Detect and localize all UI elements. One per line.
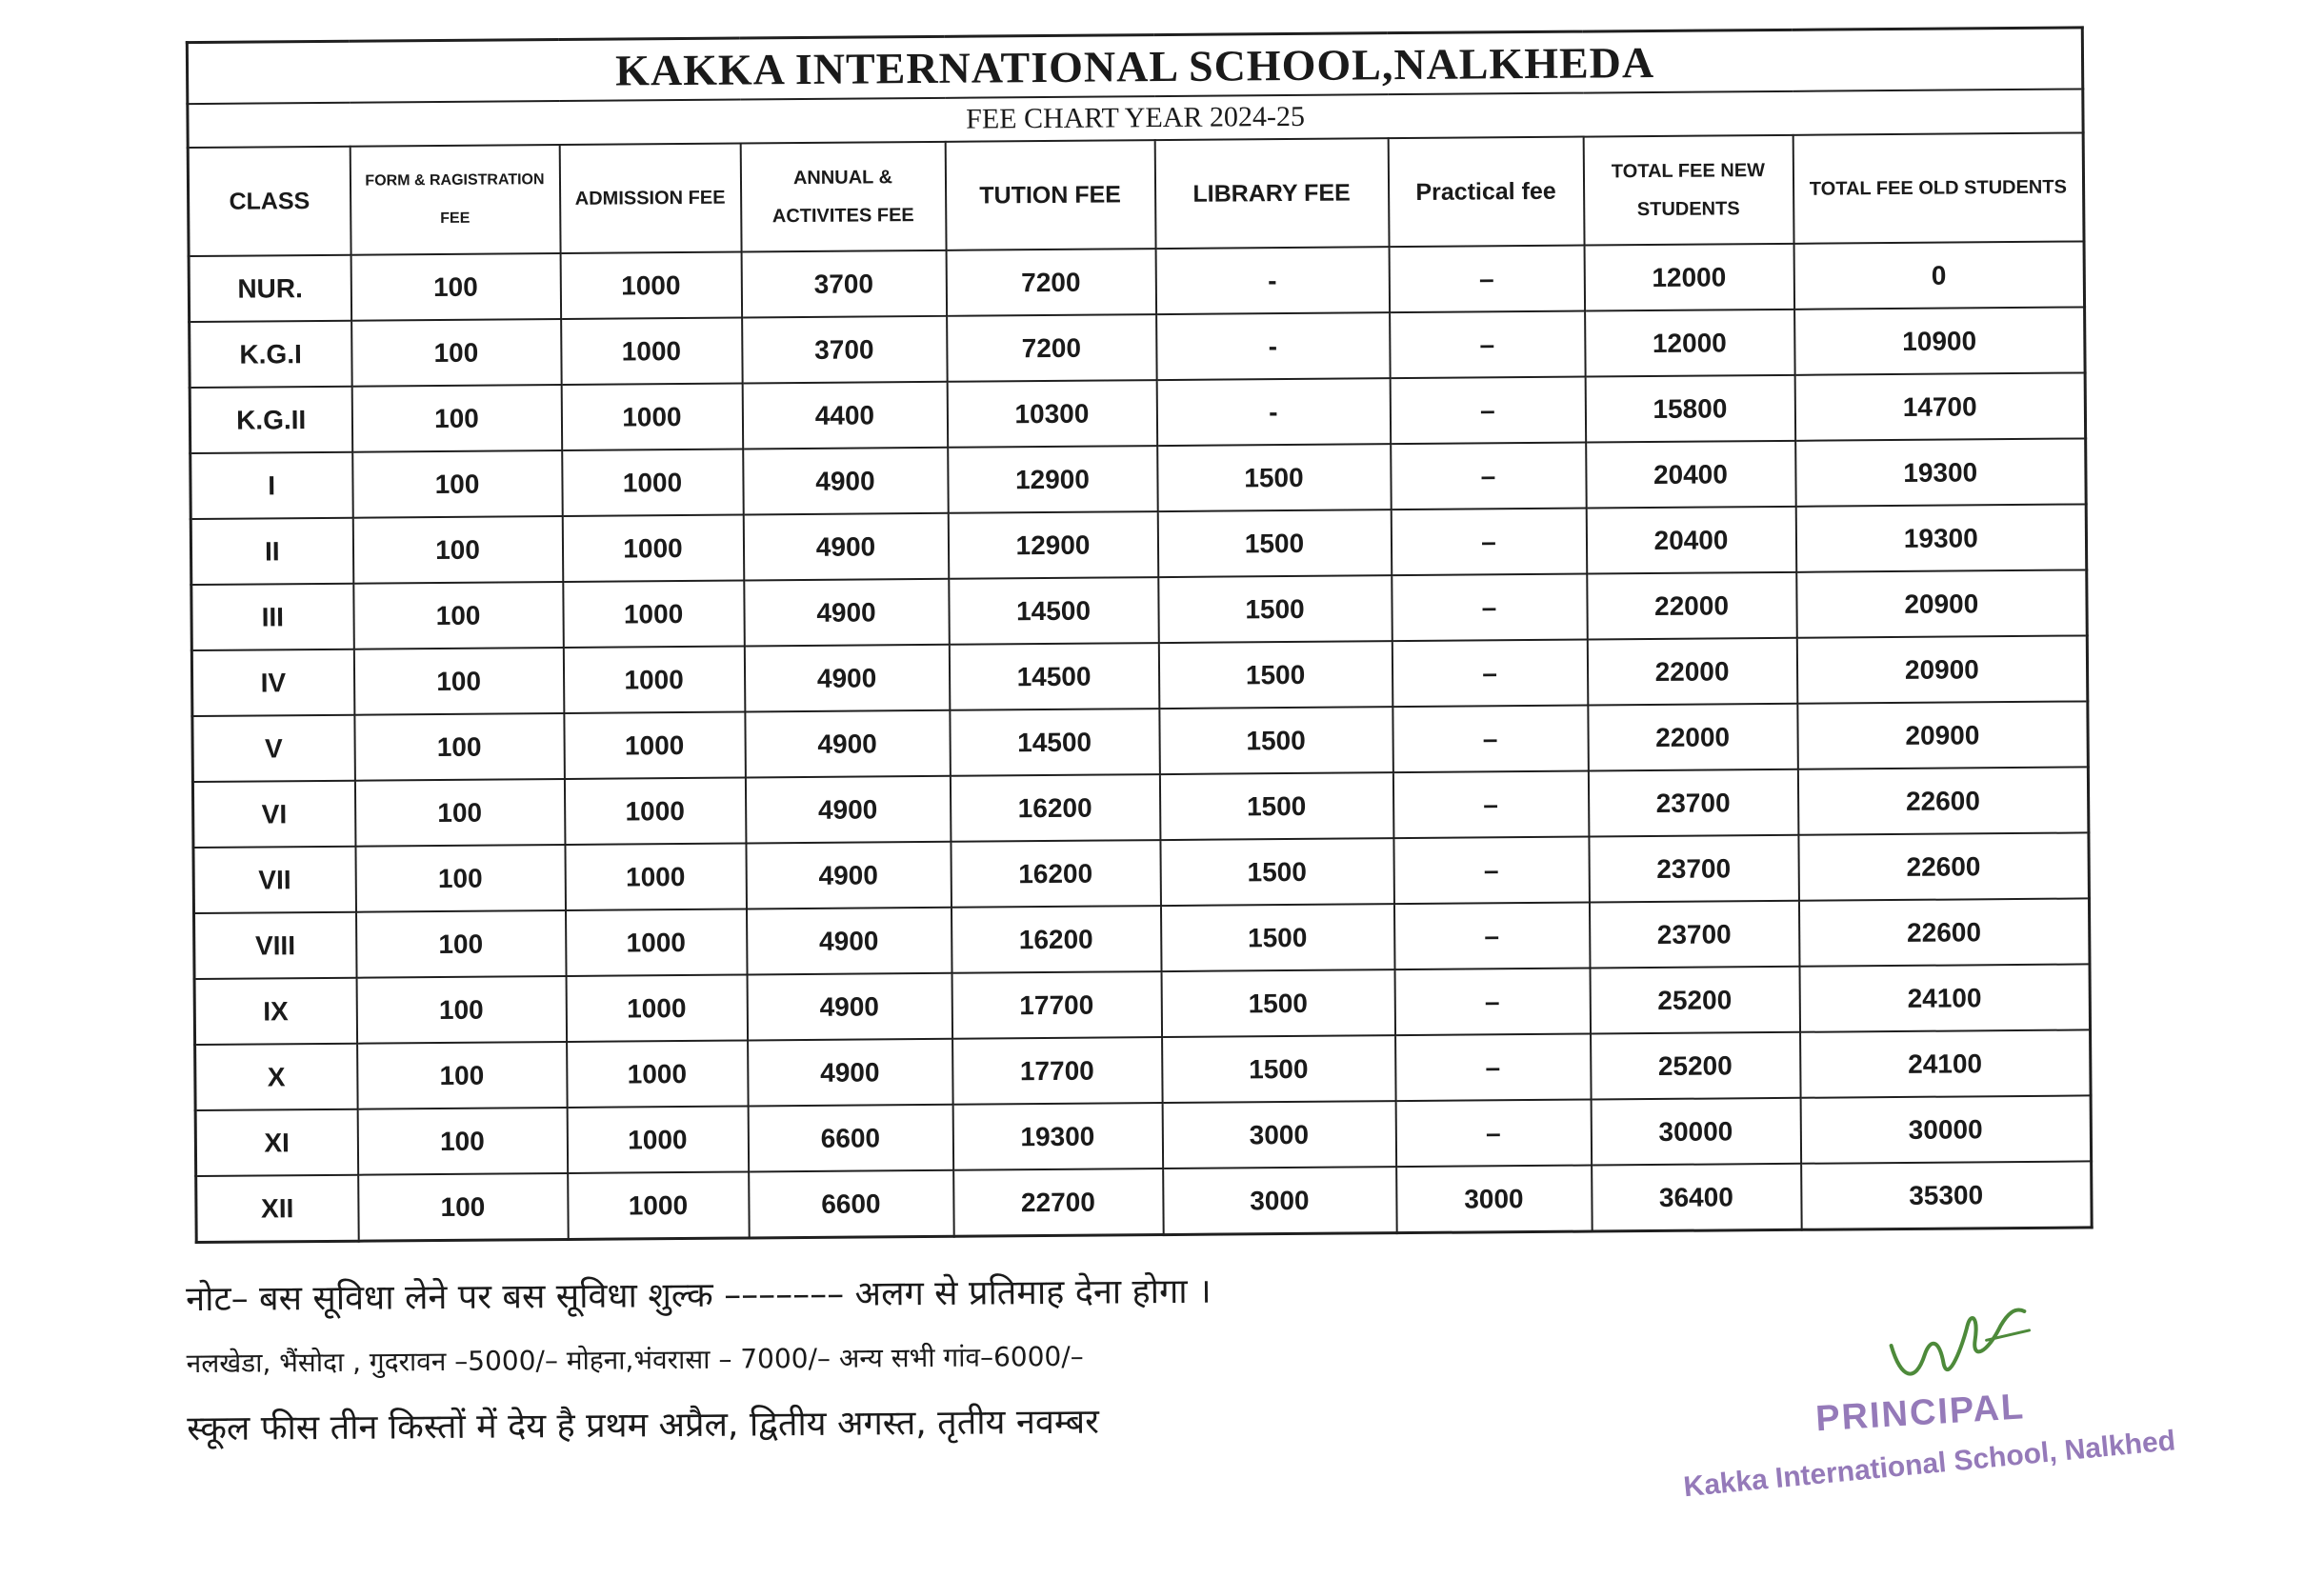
cell-admission-fee: 1000 — [567, 1040, 749, 1107]
cell-annual-fee: 4900 — [744, 579, 950, 647]
signature-scribble — [1872, 1288, 2044, 1403]
header-tuition-fee: TUTION FEE — [945, 140, 1155, 250]
cell-library-fee: 1500 — [1160, 904, 1394, 971]
header-practical-fee: Practical fee — [1388, 137, 1584, 248]
cell-tuition-fee: 19300 — [952, 1103, 1163, 1170]
principal-signature-stamp — [1681, 1286, 2216, 1518]
table-row — [196, 1161, 2093, 1242]
cell-library-fee: 1500 — [1158, 575, 1392, 643]
cell-admission-fee: 1000 — [564, 777, 746, 844]
cell-total-old: 22600 — [1798, 832, 2090, 900]
cell-total-new: 23700 — [1589, 901, 1799, 969]
cell-tuition-fee: 17700 — [952, 971, 1162, 1039]
cell-registration-fee: 100 — [356, 976, 567, 1044]
cell-library-fee: 3000 — [1163, 1167, 1397, 1234]
bus-fee-rates-note: नलखेडा, भैंसोदा , गुदरावन –5000/– मोहना,भंवरासा – 7000/– अन्य सभी गांव–6000/– — [186, 1340, 1084, 1380]
cell-library-fee: 3000 — [1162, 1101, 1396, 1169]
cell-admission-fee: 1000 — [564, 712, 746, 779]
cell-annual-fee: 4900 — [743, 513, 949, 581]
cell-total-old: 22600 — [1798, 898, 2090, 966]
cell-admission-fee: 1000 — [565, 843, 747, 909]
cell-registration-fee: 100 — [354, 779, 565, 847]
fee-chart-table — [186, 26, 2094, 1244]
cell-total-new: 20400 — [1586, 441, 1796, 509]
cell-total-old: 19300 — [1795, 438, 2087, 506]
cell-library-fee: 1500 — [1157, 444, 1392, 511]
fee-chart-year: FEE CHART YEAR 2024-25 — [188, 89, 2083, 148]
cell-tuition-fee: 14500 — [950, 709, 1160, 776]
cell-total-new: 22000 — [1588, 704, 1798, 771]
cell-tuition-fee: 14500 — [949, 577, 1159, 645]
cell-total-new: 15800 — [1585, 375, 1795, 443]
cell-annual-fee: 4900 — [747, 973, 952, 1041]
cell-admission-fee: 1000 — [563, 581, 745, 648]
cell-library-fee: 1500 — [1157, 509, 1392, 577]
cell-class: IX — [194, 978, 357, 1045]
cell-total-old: 20900 — [1797, 701, 2089, 769]
cell-registration-fee: 100 — [351, 385, 562, 452]
cell-library-fee: 1500 — [1159, 772, 1393, 840]
cell-tuition-fee: 22700 — [953, 1169, 1164, 1236]
cell-admission-fee: 1000 — [561, 384, 743, 450]
cell-admission-fee: 1000 — [562, 515, 744, 582]
header-class: CLASS — [188, 147, 351, 256]
cell-library-fee: 1500 — [1161, 969, 1395, 1037]
cell-registration-fee: 100 — [354, 713, 565, 781]
cell-total-old: 30000 — [1800, 1095, 2092, 1163]
cell-practical-fee: – — [1391, 509, 1587, 576]
cell-class: K.G.II — [190, 387, 352, 453]
cell-practical-fee: – — [1393, 903, 1590, 970]
cell-class: II — [190, 518, 353, 585]
cell-class: X — [195, 1044, 358, 1110]
cell-practical-fee: – — [1390, 311, 1586, 379]
cell-library-fee: 1500 — [1160, 838, 1394, 906]
cell-practical-fee: 3000 — [1396, 1166, 1593, 1233]
cell-total-old: 10900 — [1794, 307, 2086, 374]
cell-library-fee: 1500 — [1158, 641, 1392, 709]
cell-total-new: 12000 — [1584, 244, 1794, 311]
cell-total-old: 14700 — [1794, 372, 2086, 440]
cell-admission-fee: 1000 — [566, 974, 748, 1041]
cell-tuition-fee: 12900 — [948, 446, 1158, 513]
cell-class: XI — [195, 1109, 358, 1176]
cell-registration-fee: 100 — [356, 910, 567, 978]
cell-tuition-fee: 12900 — [948, 511, 1158, 579]
cell-annual-fee: 6600 — [749, 1170, 954, 1238]
cell-admission-fee: 1000 — [565, 909, 747, 975]
notes-section — [186, 1257, 1614, 1449]
cell-total-new: 22000 — [1587, 572, 1797, 640]
cell-library-fee: - — [1156, 312, 1391, 380]
cell-library-fee: 1500 — [1159, 707, 1393, 774]
cell-class: V — [192, 715, 355, 782]
school-title: KAKKA INTERNATIONAL SCHOOL,NALKHEDA — [187, 28, 2083, 104]
cell-tuition-fee: 16200 — [951, 906, 1161, 973]
cell-total-old: 24100 — [1799, 964, 2091, 1031]
cell-registration-fee: 100 — [353, 582, 564, 649]
cell-class: I — [190, 452, 353, 519]
cell-annual-fee: 4900 — [746, 908, 952, 975]
cell-total-new: 36400 — [1592, 1164, 1802, 1231]
cell-library-fee: 1500 — [1162, 1035, 1396, 1103]
cell-practical-fee: – — [1393, 837, 1590, 905]
cell-class: IV — [191, 649, 354, 716]
cell-total-new: 22000 — [1587, 638, 1797, 706]
cell-total-new: 25200 — [1591, 1032, 1801, 1100]
cell-practical-fee: – — [1391, 443, 1587, 510]
cell-registration-fee: 100 — [351, 253, 561, 321]
cell-admission-fee: 1000 — [568, 1171, 750, 1239]
cell-total-old: 24100 — [1800, 1029, 2092, 1097]
cell-total-new: 25200 — [1590, 967, 1800, 1034]
cell-tuition-fee: 17700 — [952, 1037, 1163, 1105]
header-row — [188, 132, 2084, 256]
header-annual-activities-fee: ANNUAL & ACTIVITES FEE — [740, 142, 946, 252]
cell-practical-fee: – — [1394, 969, 1591, 1036]
cell-total-new: 20400 — [1586, 507, 1796, 574]
cell-class: K.G.I — [190, 321, 352, 388]
cell-registration-fee: 100 — [355, 845, 566, 912]
cell-practical-fee: – — [1392, 574, 1588, 642]
cell-registration-fee: 100 — [358, 1173, 569, 1241]
cell-tuition-fee: 16200 — [950, 774, 1160, 842]
cell-admission-fee: 1000 — [562, 449, 744, 516]
cell-tuition-fee: 14500 — [949, 643, 1159, 710]
cell-practical-fee: – — [1392, 706, 1589, 773]
cell-practical-fee: – — [1392, 640, 1588, 708]
stamp-designation: PRINCIPAL — [1814, 1387, 2027, 1440]
cell-admission-fee: 1000 — [567, 1106, 749, 1172]
cell-tuition-fee: 16200 — [951, 840, 1161, 908]
cell-library-fee: - — [1156, 378, 1391, 446]
cell-class: XII — [196, 1175, 359, 1243]
cell-registration-fee: 100 — [352, 450, 563, 518]
cell-total-new: 12000 — [1585, 310, 1795, 377]
bus-fee-note: नोट– बस सूविधा लेने पर बस सूविधा शुल्क ––––––– अलग से प्रतिमाह देना होगा । — [186, 1271, 1212, 1320]
cell-registration-fee: 100 — [351, 319, 562, 387]
cell-tuition-fee: 7200 — [947, 314, 1157, 382]
cell-total-old: 35300 — [1801, 1161, 2093, 1229]
stamp-school-name: Kakka International School, Nalkhed — [1682, 1425, 2177, 1504]
cell-practical-fee: – — [1395, 1034, 1592, 1102]
cell-total-old: 20900 — [1796, 569, 2088, 637]
cell-total-new: 23700 — [1589, 835, 1799, 903]
header-library-fee: LIBRARY FEE — [1154, 138, 1389, 249]
cell-annual-fee: 4400 — [742, 382, 948, 449]
cell-tuition-fee: 10300 — [947, 380, 1157, 448]
cell-registration-fee: 100 — [353, 648, 564, 715]
cell-tuition-fee: 7200 — [946, 249, 1156, 316]
cell-total-new: 23700 — [1588, 769, 1798, 837]
cell-class: VII — [193, 847, 356, 913]
fee-table-body — [187, 28, 2092, 1243]
cell-total-old: 20900 — [1796, 635, 2088, 703]
cell-annual-fee: 4900 — [746, 842, 952, 909]
cell-total-old: 22600 — [1797, 767, 2089, 834]
installment-note: स्कूल फीस तीन किस्तों में देय है प्रथम अप्रैल, द्वितीय अगस्त, तृतीय नवम्बर — [187, 1402, 1100, 1449]
cell-annual-fee: 4900 — [744, 645, 950, 712]
cell-annual-fee: 4900 — [743, 448, 949, 515]
cell-class: VI — [192, 781, 355, 848]
cell-class: NUR. — [189, 255, 351, 322]
cell-registration-fee: 100 — [357, 1108, 568, 1175]
cell-practical-fee: – — [1389, 246, 1585, 313]
cell-registration-fee: 100 — [352, 516, 563, 584]
cell-total-old: 19300 — [1795, 504, 2087, 571]
cell-annual-fee: 4900 — [745, 710, 951, 778]
cell-registration-fee: 100 — [357, 1042, 568, 1109]
cell-admission-fee: 1000 — [560, 252, 742, 319]
cell-annual-fee: 6600 — [748, 1105, 953, 1172]
cell-admission-fee: 1000 — [563, 647, 745, 713]
cell-class: III — [191, 584, 354, 650]
cell-library-fee: - — [1155, 247, 1390, 314]
cell-total-old: 0 — [1793, 241, 2085, 309]
cell-practical-fee: – — [1395, 1100, 1592, 1168]
header-registration-fee: FORM & RAGISTRATION FEE — [350, 145, 560, 255]
cell-total-new: 30000 — [1591, 1098, 1801, 1166]
cell-practical-fee: – — [1392, 771, 1589, 839]
cell-class: VIII — [194, 912, 357, 979]
header-total-old-students: TOTAL FEE OLD STUDENTS — [1793, 132, 2084, 243]
header-total-new-students: TOTAL FEE NEW STUDENTS — [1583, 135, 1793, 246]
cell-annual-fee: 4900 — [748, 1039, 953, 1107]
cell-practical-fee: – — [1390, 377, 1586, 445]
cell-admission-fee: 1000 — [561, 318, 743, 385]
cell-annual-fee: 4900 — [745, 776, 951, 844]
cell-annual-fee: 3700 — [742, 316, 948, 384]
header-admission-fee: ADMISSION FEE — [559, 144, 741, 253]
cell-annual-fee: 3700 — [741, 250, 947, 318]
